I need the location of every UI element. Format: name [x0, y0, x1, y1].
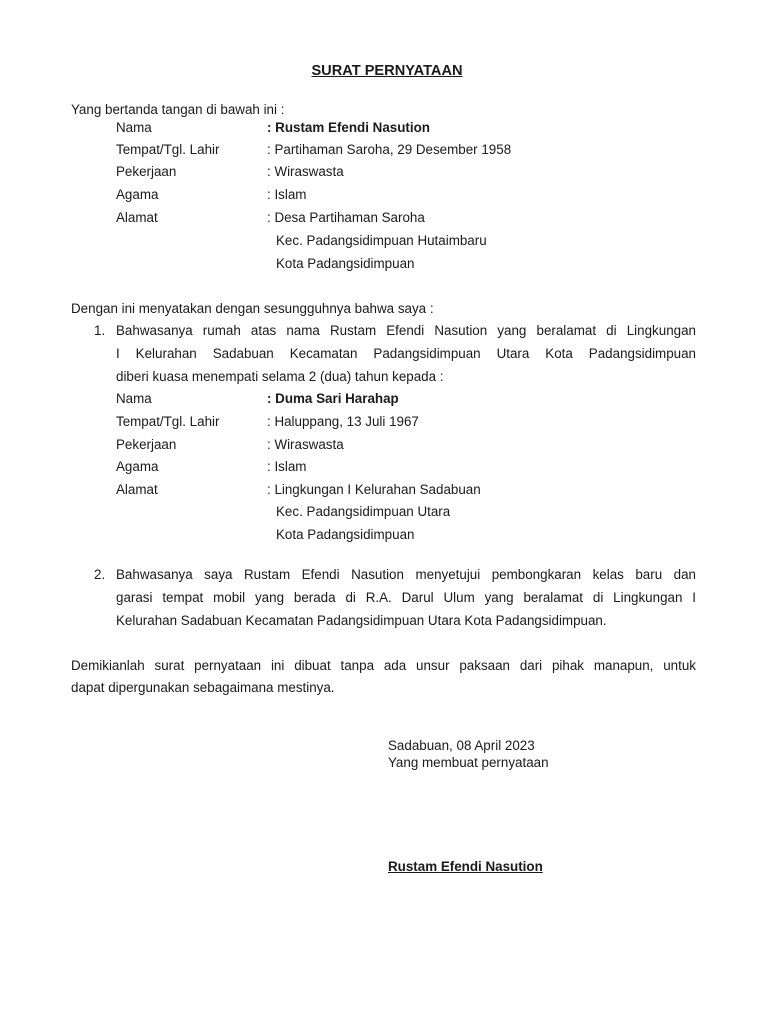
page-title: SURAT PERNYATAAN: [311, 63, 463, 79]
item-number: 2.: [94, 567, 106, 582]
grantee-job-value: : Wiraswasta: [267, 437, 344, 452]
signer-religion-label: Agama: [116, 187, 159, 202]
item-number: 1.: [94, 323, 106, 338]
signature-name: Rustam Efendi Nasution: [388, 859, 543, 874]
grantee-job-label: Pekerjaan: [116, 437, 177, 452]
grantee-name-label: Nama: [116, 391, 152, 406]
signer-job-label: Pekerjaan: [116, 164, 177, 179]
signer-birth-value: : Partihaman Saroha, 29 Desember 1958: [267, 142, 512, 157]
statement-intro: Dengan ini menyatakan dengan sesungguhnya bahwa saya :: [71, 301, 434, 316]
closing-line-1: Demikianlah surat pernyataan ini dibuat tanpa ada unsur paksaan dari pihak manapun, untuk: [71, 658, 696, 673]
closing-line-2: dapat dipergunakan sebagaimana mestinya.: [71, 680, 335, 695]
signer-name-label: Nama: [116, 120, 152, 135]
grantee-address-label: Alamat: [116, 482, 158, 497]
item-1-line-2: I Kelurahan Sadabuan Kecamatan Padangsidimpuan Utara Kota Padangsidimpuan: [116, 346, 696, 361]
signer-address-label: Alamat: [116, 210, 158, 225]
grantee-address-line2: Kec. Padangsidimpuan Utara: [276, 504, 451, 519]
grantee-religion-value: : Islam: [267, 459, 307, 474]
grantee-religion-label: Agama: [116, 459, 159, 474]
grantee-birth-label: Tempat/Tgl. Lahir: [116, 414, 220, 429]
item-2-line-2: garasi tempat mobil yang berada di R.A. Darul Ulum yang beralamat di Lingkungan I: [116, 590, 696, 605]
signer-address-value: : Desa Partihaman Saroha: [267, 210, 425, 225]
grantee-name-value: : Duma Sari Harahap: [267, 391, 399, 406]
signer-name-value: : Rustam Efendi Nasution: [267, 120, 430, 135]
signer-religion-value: : Islam: [267, 187, 307, 202]
place-date: Sadabuan, 08 April 2023: [388, 738, 535, 753]
item-2-line-3: Kelurahan Sadabuan Kecamatan Padangsidimpuan Utara Kota Padangsidimpuan.: [116, 613, 607, 628]
grantee-address-value: : Lingkungan I Kelurahan Sadabuan: [267, 482, 481, 497]
grantee-birth-value: : Haluppang, 13 Juli 1967: [267, 414, 419, 429]
item-1-line-3: diberi kuasa menempati selama 2 (dua) tahun kepada :: [116, 369, 444, 384]
item-2-line-1: Bahwasanya saya Rustam Efendi Nasution menyetujui pembongkaran kelas baru dan: [116, 567, 696, 582]
item-1-line-1: Bahwasanya rumah atas nama Rustam Efendi Nasution yang beralamat di Lingkungan: [116, 323, 696, 338]
signer-address-line2: Kec. Padangsidimpuan Hutaimbaru: [276, 233, 487, 248]
signer-role: Yang membuat pernyataan: [388, 755, 549, 770]
grantee-address-line3: Kota Padangsidimpuan: [276, 527, 415, 542]
intro-text: Yang bertanda tangan di bawah ini :: [71, 102, 285, 117]
signer-job-value: : Wiraswasta: [267, 164, 344, 179]
signer-address-line3: Kota Padangsidimpuan: [276, 256, 415, 271]
signer-birth-label: Tempat/Tgl. Lahir: [116, 142, 220, 157]
